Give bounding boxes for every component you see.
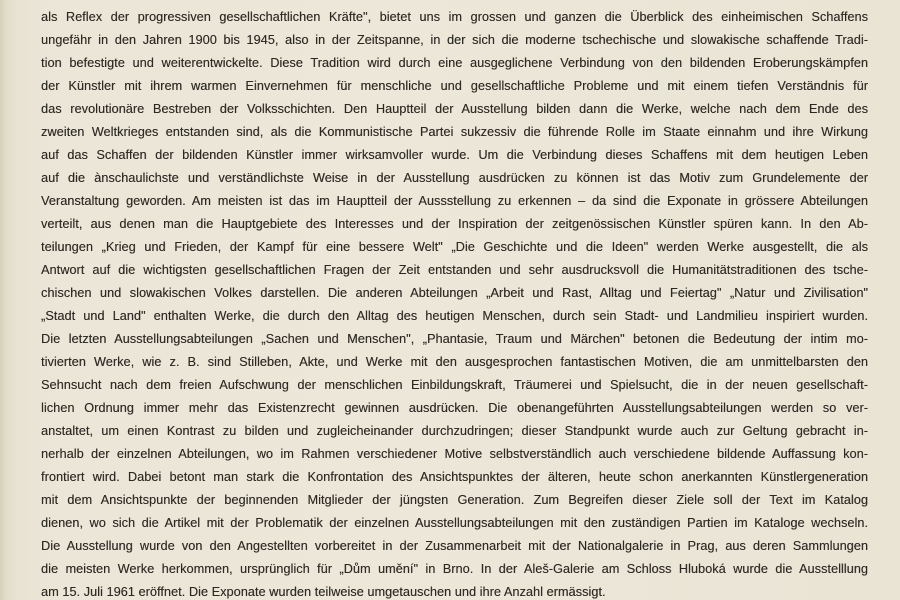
text-line-14: „Stadt und Land" enthalten Werke, die durch den Alltag des heutigen Menschen, durch sein Stadt- und Landmilieu inspiriert wurden. — [41, 309, 868, 323]
text-line-2: ungefähr in den Jahren 1900 bis 1945, also in der Zeitspanne, in der sich die moderne tschechische und slowakische schaffende Tradi- — [41, 33, 868, 47]
text-line-4: der Künstler mit ihrem warmen Einvernehmen für menschliche und gesellschaftliche Probleme und mit einem tiefen Verständnis für — [41, 79, 868, 93]
text-line-18: lichen Ordnung immer mehr das Existenzrecht gewinnen ausdrücken. Die obenangeführten Ausstellungsabteilungen werden so ver- — [41, 401, 868, 415]
text-line-3: tion befestigte und weiterentwickelte. Diese Tradition wird durch eine ausgeglichene Verbindung von den bildenden Eroberungskämpfen — [41, 56, 868, 70]
text-line-12: Antwort auf die wichtigsten gesellschaftlichen Fragen der Zeit entstanden und sehr ausdrucksvoll die Humanitätstraditionen des tsche- — [41, 263, 868, 277]
text-line-9: Veranstaltung geworden. Am meisten ist das im Hauptteil der Aussstellung zu erkennen – da sind die Exponate in grössere Abteilungen — [41, 194, 868, 208]
text-line-17: Sehnsucht nach dem freien Aufschwung der menschlichen Einbildungskraft, Träumerei und Spielsucht, die in der neuen gesellschaft- — [41, 378, 868, 392]
text-line-19: anstaltet, um einen Kontrast zu bilden und zugleicheinander durchzudringen; dieser Standpunkt wurde auch zur Geltung gebracht in- — [41, 424, 868, 438]
text-line-5: das revolutionäre Bestreben der Volksschichten. Den Hauptteil der Ausstellung bilden dann die Werke, welche nach dem Ende des — [41, 102, 868, 116]
text-line-1: als Reflex der progressiven gesellschaftlichen Kräfte", bietet uns im grossen und ganzen die Überblick des einheimischen Schaffens — [41, 10, 868, 24]
text-line-20: nerhalb der einzelnen Abteilungen, wo im Rahmen verschiedener Motive selbstverständlich auch verschiedene bildende Auffassung kon- — [41, 447, 868, 461]
text-line-16: tivierten Werke, wie z. B. sind Stilleben, Akte, und Werke mit den ausgesprochen fantastischen Motiven, die am unmittelbarsten den — [41, 355, 868, 369]
text-line-13: chischen und slowakischen Volkes darstellen. Die anderen Abteilungen „Arbeit und Rast, Alltag und Feiertag" „Natur und Zivilisation" — [41, 286, 868, 300]
text-line-21: frontiert wird. Dabei betont man stark die Konfrontation des Ansichtspunktes der älteren, heute schon anerkannten Künstlergeneration — [41, 470, 868, 484]
text-line-24: Die Ausstellung wurde von den Angestellten vorbereitet in der Zusammenarbeit mit der Nationalgalerie in Prag, aus deren Sammlungen — [41, 539, 868, 553]
text-line-7: auf das Schaffen der bildenden Künstler immer wirksamvoller wurde. Um die Verbindung dieses Schaffens mit dem heutigen Leben — [41, 148, 868, 162]
text-line-8: auf die ànschaulichste und verständlichste Weise in der Ausstellung ausdrücken zu können ist das Motiv zum Grundelemente der — [41, 171, 868, 185]
text-line-23: dienen, wo sich die Artikel mit der Problematik der einzelnen Ausstellungsabteilungen mit den zuständigen Partien im Kataloge wechseln. — [41, 516, 868, 530]
text-line-15: Die letzten Ausstellungsabteilungen „Sachen und Menschen", „Phantasie, Traum und Märchen" betonen die Bedeutung der intim mo- — [41, 332, 868, 346]
text-line-25: die meisten Werke herkommen, ursprünglich für „Dům umění" in Brno. In der Aleš-Galerie am Schloss Hluboká wurde die Ausstelllung — [41, 562, 868, 576]
text-line-10: verteilt, aus denen man die Hauptgebiete des Interesses und der Inspiration der zeitgenössischen Künstler spüren kann. In den Ab- — [41, 217, 868, 231]
text-line-6: zweiten Weltkrieges entstanden sind, als die Kommunistische Partei sukzessiv die führende Rolle im Staate einnahm und ihre Wirkung — [41, 125, 868, 139]
text-line-26: am 15. Juli 1961 eröffnet. Die Exponate wurden teilweise umgetauschen und ihre Anzahl ermässigt. — [41, 585, 606, 599]
text-line-22: mit dem Ansichtspunkte der beginnenden Mitglieder der jüngsten Generation. Zum Begreifen dieser Ziele soll der Text im Katalog — [41, 493, 868, 507]
text-line-11: teilungen „Krieg und Frieden, der Kampf für eine bessere Welt" „Die Geschichte und die Ideen" werden Werke ausgestellt, die als — [41, 240, 868, 254]
